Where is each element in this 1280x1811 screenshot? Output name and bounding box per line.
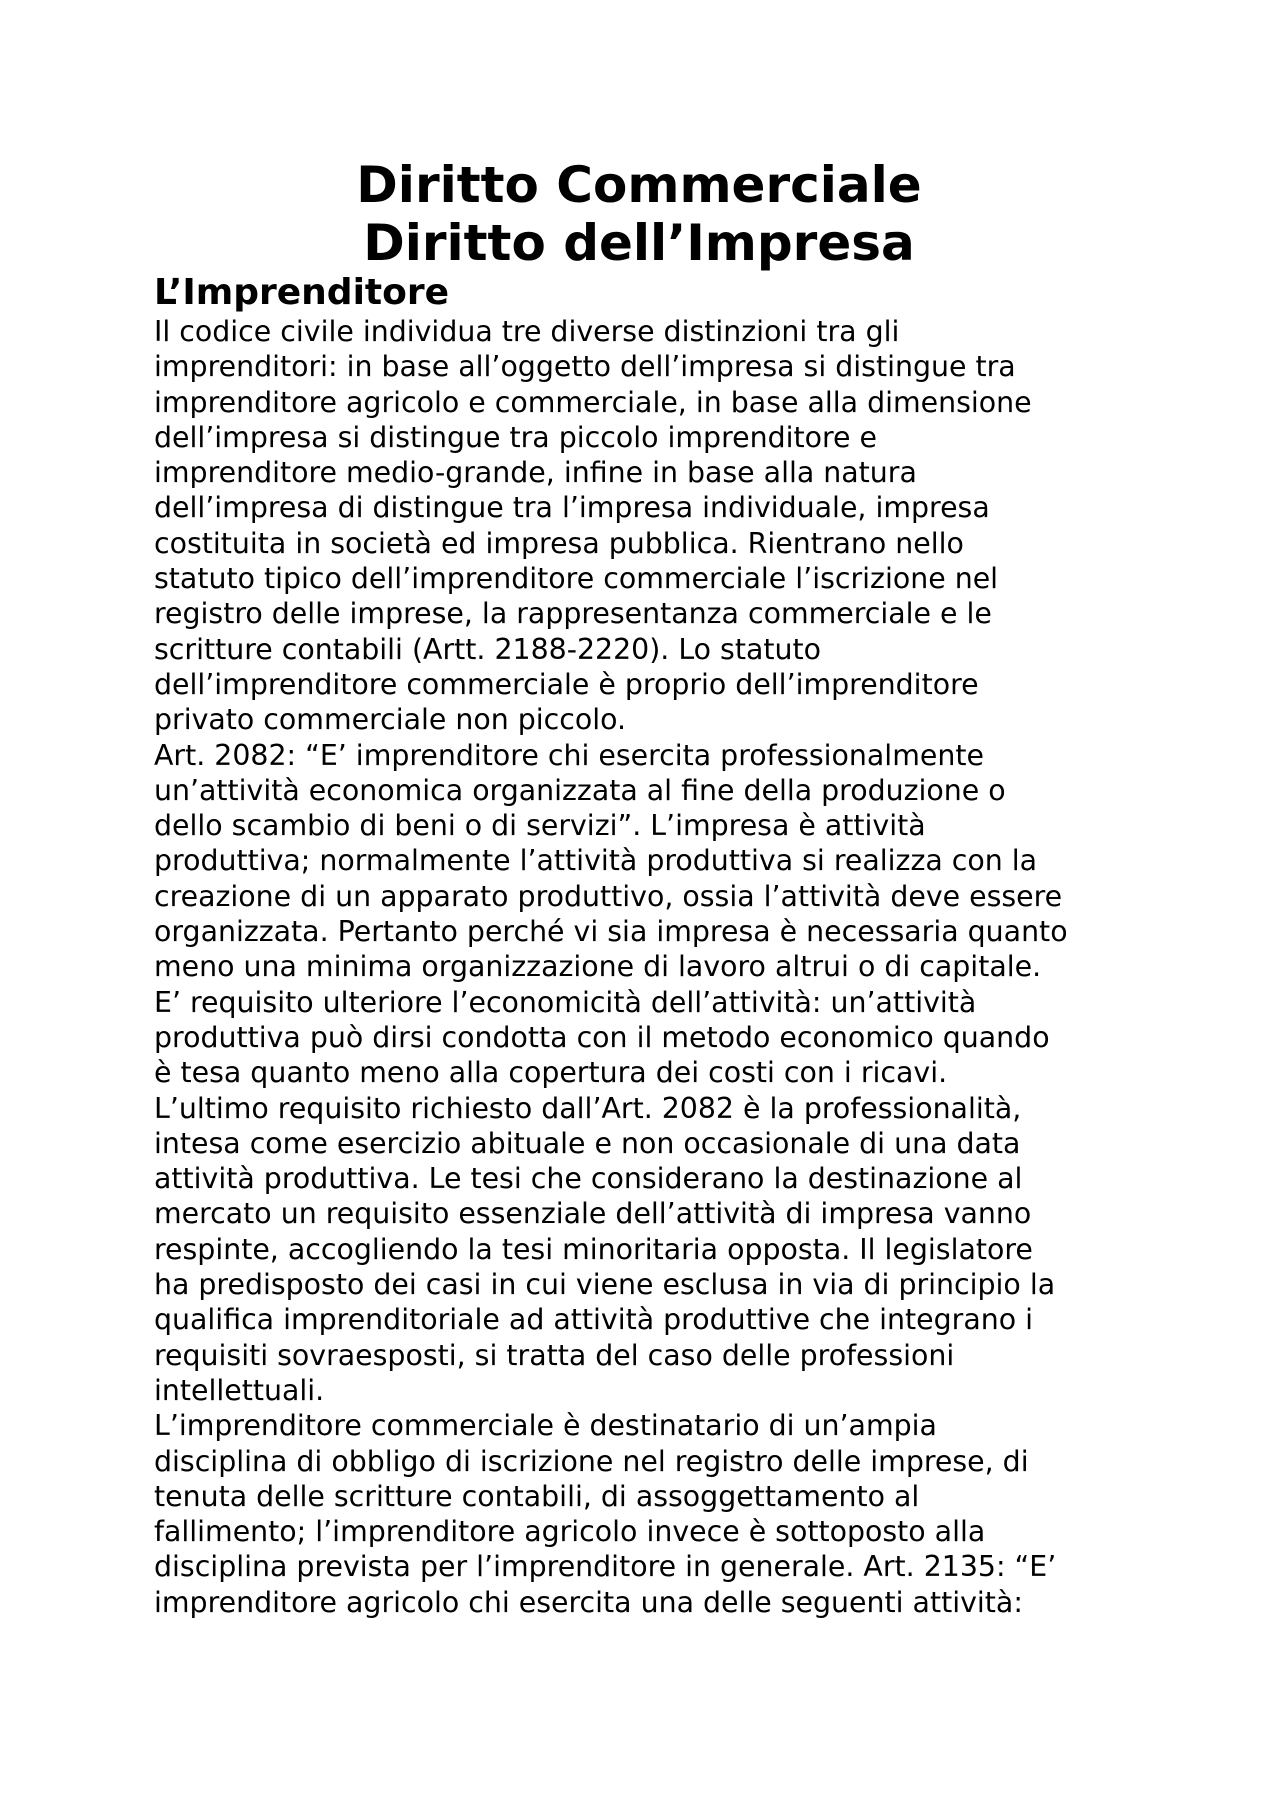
text-line: disciplina prevista per l’imprenditore in generale. Art. 2135: “E’ <box>154 1550 1057 1584</box>
title-line-2: Diritto dell’Impresa <box>363 214 915 272</box>
text-line: L’imprenditore commerciale è destinatario di un’ampia <box>154 1409 937 1443</box>
text-line: attività produttiva. Le tesi che considerano la destinazione al <box>154 1162 1023 1196</box>
text-line: imprenditore agricolo e commerciale, in base alla dimensione <box>154 385 1032 419</box>
text-line: dell’impresa si distingue tra piccolo imprenditore e <box>154 420 878 454</box>
text-line: ha predisposto dei casi in cui viene esclusa in via di principio la <box>154 1268 1056 1302</box>
paragraph-1 <box>154 314 1134 738</box>
text-line: produttiva può dirsi condotta con il metodo economico quando <box>154 1020 1050 1054</box>
text-line: registro delle imprese, la rappresentanza commerciale e le <box>154 597 992 631</box>
text-line: L’ultimo requisito richiesto dall’Art. 2082 è la professionalità, <box>154 1091 1022 1125</box>
text-line: privato commerciale non piccolo. <box>154 703 627 737</box>
text-line: dell’imprenditore commerciale è proprio dell’imprenditore <box>154 667 979 701</box>
text-line: intesa come esercizio abituale e non occasionale di una data <box>154 1126 1021 1160</box>
document-page <box>154 156 1134 1620</box>
text-line: respinte, accogliendo la tesi minoritaria opposta. Il legislatore <box>154 1232 1033 1266</box>
text-line: tenuta delle scritture contabili, di assoggettamento al <box>154 1479 920 1513</box>
text-line: meno una minima organizzazione di lavoro altrui o di capitale. <box>154 950 1042 984</box>
text-line: creazione di un apparato produttivo, ossia l’attività deve essere <box>154 879 1063 913</box>
text-line: produttiva; normalmente l’attività produttiva si realizza con la <box>154 844 1038 878</box>
text-line: fallimento; l’imprenditore agricolo invece è sottoposto alla <box>154 1515 986 1549</box>
text-line: imprenditore medio-grande, infine in base alla natura <box>154 456 917 490</box>
text-line: un’attività economica organizzata al fine della produzione o <box>154 773 1006 807</box>
text-line: disciplina di obbligo di iscrizione nel registro delle imprese, di <box>154 1444 1029 1478</box>
text-line: dello scambio di beni o di servizi”. L’impresa è attività <box>154 809 926 843</box>
text-line: intellettuali. <box>154 1373 325 1407</box>
text-line: scritture contabili (Artt. 2188-2220). Lo statuto <box>154 632 821 666</box>
text-line: Art. 2082: “E’ imprenditore chi esercita professionalmente <box>154 738 984 772</box>
text-line: imprenditori: in base all’oggetto dell’impresa si distingue tra <box>154 350 1016 384</box>
text-line: E’ requisito ulteriore l’economicità dell’attività: un’attività <box>154 985 977 1019</box>
text-line: è tesa quanto meno alla copertura dei costi con i ricavi. <box>154 1056 948 1090</box>
text-line: imprenditore agricolo chi esercita una delle seguenti attività: <box>154 1585 1023 1619</box>
text-line: mercato un requisito essenziale dell’attività di impresa vanno <box>154 1197 1032 1231</box>
text-line: organizzata. Pertanto perché vi sia impresa è necessaria quanto <box>154 915 1068 949</box>
text-line: requisiti sovraesposti, si tratta del caso delle professioni <box>154 1338 955 1372</box>
text-line: dell’impresa di distingue tra l’impresa individuale, impresa <box>154 491 990 525</box>
paragraph-3 <box>154 1408 1134 1620</box>
section-heading: L’Imprenditore <box>154 272 450 313</box>
text-line: qualifica imprenditoriale ad attività produttive che integrano i <box>154 1303 1034 1337</box>
text-line: statuto tipico dell’imprenditore commerciale l’iscrizione nel <box>154 562 999 596</box>
document-title <box>154 156 1124 272</box>
text-line: costituita in società ed impresa pubblica. Rientrano nello <box>154 526 964 560</box>
paragraph-2 <box>154 738 1134 1409</box>
text-line: Il codice civile individua tre diverse distinzioni tra gli <box>154 315 900 348</box>
title-line-1: Diritto Commerciale <box>356 156 922 214</box>
